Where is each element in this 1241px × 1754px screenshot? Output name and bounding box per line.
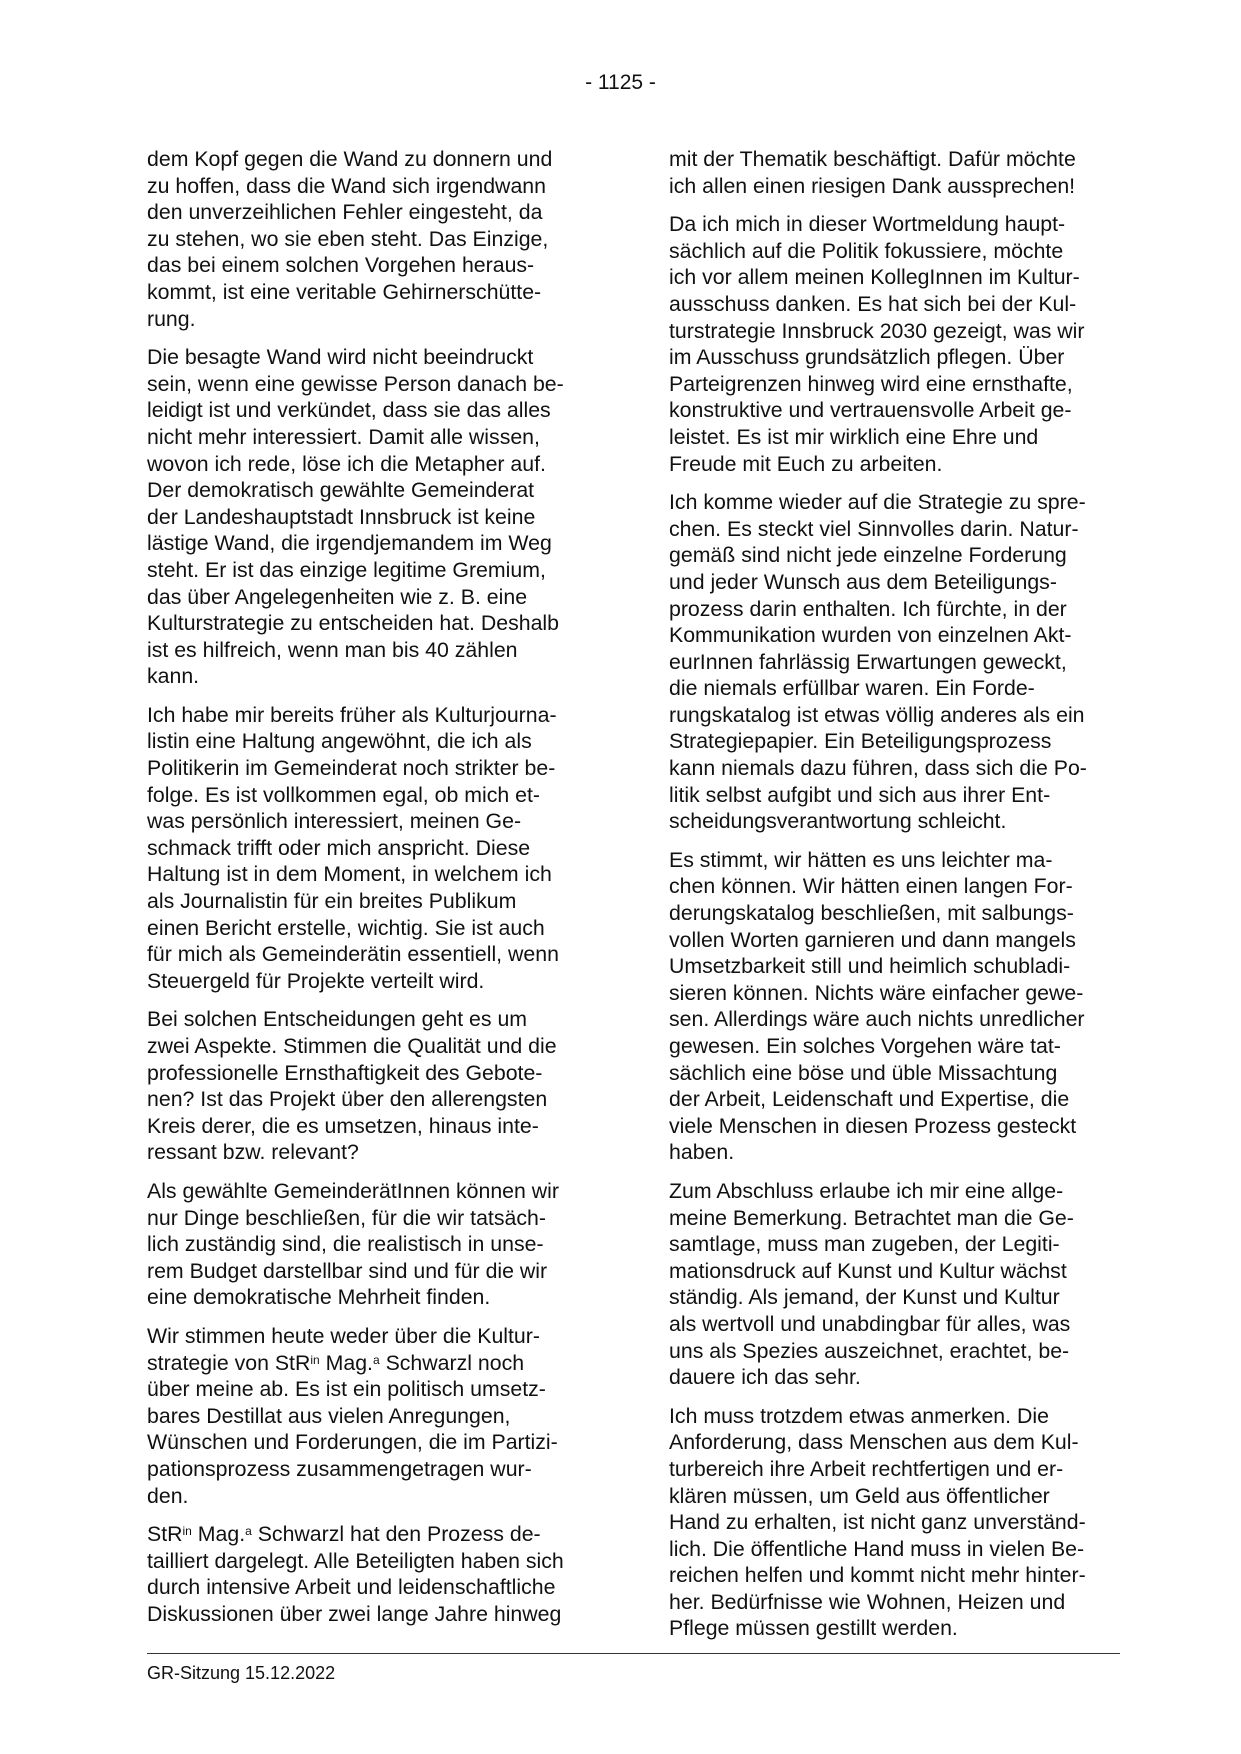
paragraph: Ich habe mir bereits früher als Kulturjourna- listin eine Haltung angewöhnt, die ich als Politikerin im Gemeinderat noch strikter be- folge. Es ist vollkommen egal, ob mich et- was persönlich interessiert, meinen Ge- schmack trifft oder mich anspricht. Diese Haltung ist in dem Moment, in welchem ich als Journalistin für ein breites Publikum einen Bericht erstelle, wichtig. Sie ist auch für mich als Gemeinderätin essentiell, wenn Steuergeld für Projekte verteilt wird. (147, 702, 559, 993)
paragraph: Als gewählte GemeinderätInnen können wir nur Dinge beschließen, für die wir tatsäch- lich zuständig sind, die realistisch in unse- rem Budget darstellbar sind und für die wir eine demokratische Mehrheit finden. (147, 1178, 559, 1310)
text-run: StR (147, 1522, 183, 1547)
paragraph: mit der Thematik beschäftigt. Dafür möchte ich allen einen riesigen Dank aussprechen! (669, 147, 1076, 198)
superscript: in (182, 1524, 192, 1539)
paragraph: Bei solchen Entscheidungen geht es um zwei Aspekte. Stimmen die Qualität und die professionelle Ernsthaftigkeit des Gebote- nen? Ist das Projekt über den allerengsten Kreis derer, die es umsetzen, hinaus inte- ressant bzw. relevant? (147, 1007, 557, 1165)
paragraph: Da ich mich in dieser Wortmeldung haupt- sächlich auf die Politik fokussiere, möchte ich vor allem meinen KollegInnen im Kultur- ausschuss danken. Es hat sich bei der Kul- turstrategie Innsbruck 2030 gezeigt, was wir im Ausschuss grundsätzlich pflegen. Über Parteigrenzen hinweg wird eine ernsthafte, konstruktive und vertrauensvolle Arbeit ge- leistet. Es ist mir wirklich eine Ehre und Freude mit Euch zu arbeiten. (669, 212, 1085, 476)
footer-divider (147, 1653, 1120, 1654)
text-run: Schwarzl hat den Prozess de- tailliert dargelegt. Alle Beteiligten haben sich durch intensive Arbeit und leidenschaftliche Diskussionen über zwei lange Jahre hinweg (147, 1522, 564, 1626)
paragraph: dem Kopf gegen die Wand zu donnern und zu hoffen, dass die Wand sich irgendwann den unverzeihlichen Fehler eingesteht, da zu stehen, wo sie eben steht. Das Einzige, das bei einem solchen Vorgehen heraus- kommt, ist eine veritable Gehirnerschütte- rung. (147, 147, 553, 331)
paragraph: Die besagte Wand wird nicht beeindruckt sein, wenn eine gewisse Person danach be- leidigt ist und verkündet, dass sie das alles nicht mehr interessiert. Damit alle wissen, wovon ich rede, löse ich die Metapher auf. Der demokratisch gewählte Gemeinderat der Landeshauptstadt Innsbruck ist keine lästige Wand, die irgendjemandem im Weg steht. Er ist das einzige legitime Gremium, das über Angelegenheiten wie z. B. eine Kulturstrategie zu entscheiden hat. Deshalb ist es hilfreich, wenn man bis 40 zählen kann. (147, 345, 564, 689)
text-run: Wir stimmen heute weder über die Kultur- strategie von StR (147, 1323, 540, 1375)
superscript: a (372, 1352, 380, 1367)
paragraph (147, 1521, 595, 1627)
paragraph: Es stimmt, wir hätten es uns leichter ma- chen können. Wir hätten einen langen For- derungskatalog beschließen, mit salbungs- vollen Worten garnieren und dann mangels Umsetzbarkeit still und heimlich schubladi- sieren können. Nichts wäre einfacher gewe- sen. Allerdings wäre auch nichts unredlicher gewesen. Ein solches Vorgehen wäre tat- sächlich eine böse und üble Missachtung der Arbeit, Leidenschaft und Expertise, die viele Menschen in diesen Prozess gesteckt haben. (669, 847, 1085, 1165)
superscript: in (310, 1352, 320, 1367)
paragraph (147, 1323, 595, 1509)
paragraph: Ich komme wieder auf die Strategie zu spre- chen. Es steckt viel Sinnvolles darin. Natur- gemäß sind nicht jede einzelne Forderung und jeder Wunsch aus dem Beteiligungs- prozess darin enthalten. Ich fürchte, in der Kommunikation wurden von einzelnen Akt- eurInnen fahrlässig Erwartungen geweckt, die niemals erfüllbar waren. Ein Forde- rungskatalog ist etwas völlig anderes als ein Strategiepapier. Ein Beteiligungsprozess kann niemals dazu führen, dass sich die Po- litik selbst aufgibt und sich aus ihrer Ent- scheidungsverantwortung schleicht. (669, 490, 1087, 834)
footer-session-date: GR-Sitzung 15.12.2022 (147, 1663, 336, 1683)
text-run: Mag. (319, 1350, 373, 1375)
text-run: Mag. (191, 1522, 246, 1547)
text-run: Schwarzl noch über meine ab. Es ist ein politisch umsetz- bares Destillat aus vielen Anregungen, Wünschen und Forderungen, die im Partizi- pationsprozess zusammengetragen wur- den. (147, 1350, 558, 1508)
right-column (669, 146, 1117, 1654)
paragraph: Ich muss trotzdem etwas anmerken. Die Anforderung, dass Menschen aus dem Kul- turbereich ihre Arbeit rechtfertigen und er- klären müssen, um Geld aus öffentlicher Hand zu erhalten, ist nicht ganz unverständ- lich. Die öffentliche Hand muss in vielen Be- reichen helfen und kommt nicht mehr hinter- her. Bedürfnisse wie Wohnen, Heizen und Pflege müssen gestillt werden. (669, 1403, 1086, 1641)
paragraph: Zum Abschluss erlaube ich mir eine allge- meine Bemerkung. Betrachtet man die Ge- samtlage, muss man zugeben, der Legiti- mationsdruck auf Kunst und Kultur wächst ständig. Als jemand, der Kunst und Kultur als wertvoll und unabdingbar für alles, was uns als Spezies auszeichnet, erachtet, be- dauere ich das sehr. (669, 1178, 1074, 1390)
left-column (147, 146, 595, 1639)
superscript: a (245, 1524, 252, 1539)
page-number: - 1125 - (585, 71, 656, 94)
